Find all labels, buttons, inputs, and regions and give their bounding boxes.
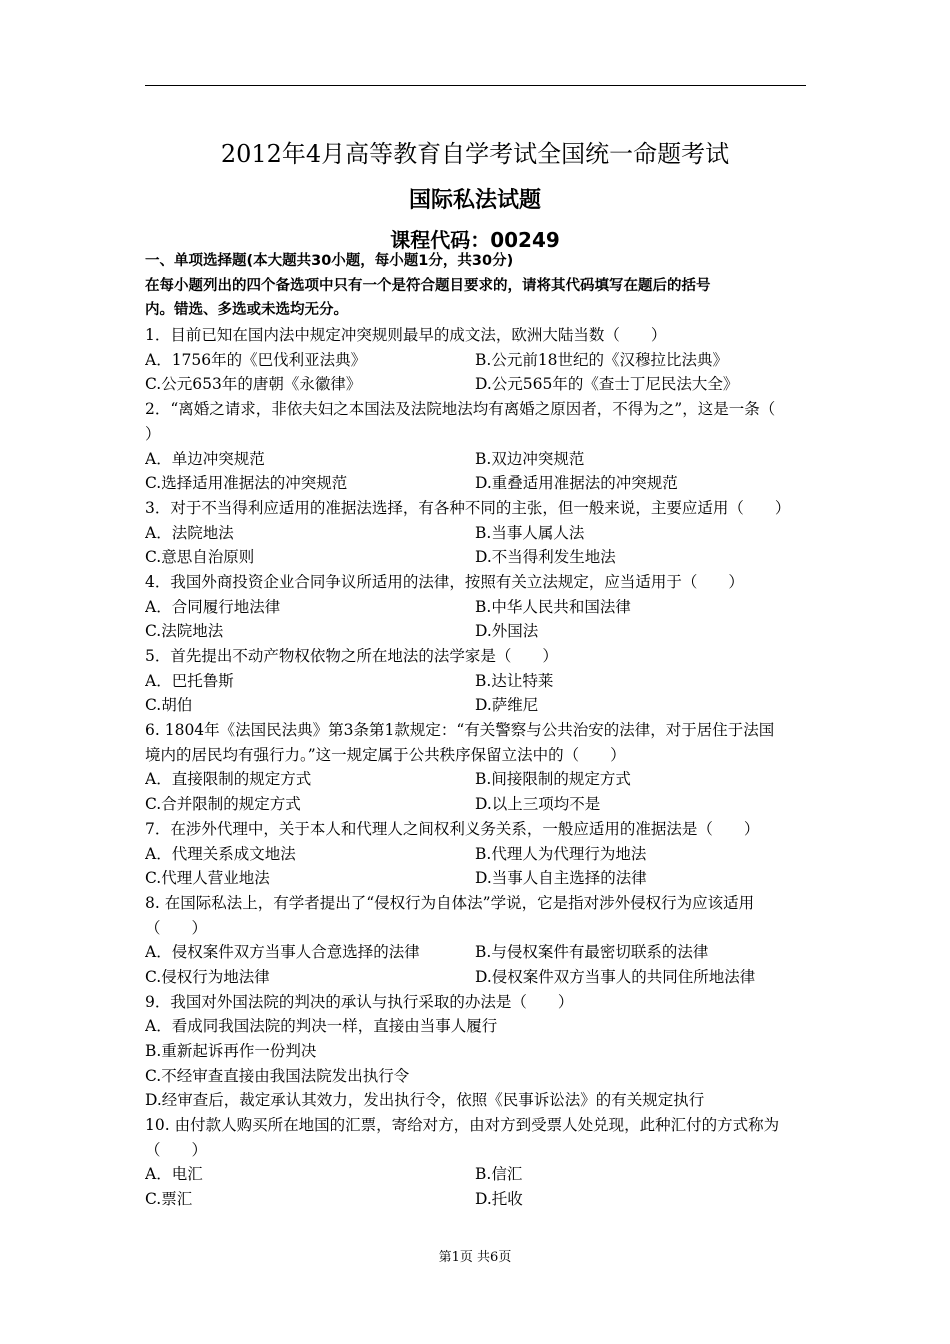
section-heading: 一、单项选择题(本大题共30小题，每小题1分，共30分) [145,253,514,269]
question-stem: 9．我国对外国法院的判决的承认与执行采取的办法是（ ） [145,992,574,1011]
option-row [145,792,809,817]
option-row [145,447,809,472]
option: B.达让特莱 [475,671,554,690]
option: C.法院地法 [145,622,224,641]
option-row [145,545,809,570]
option: C.选择适用准据法的冲突规范 [145,474,348,493]
option: B.代理人为代理行为地法 [475,844,647,863]
option: B.与侵权案件有最密切联系的法律 [475,943,709,962]
option: A．合同履行地法律 [145,597,281,616]
option: D.不当得利发生地法 [475,548,616,567]
option-row [145,348,809,373]
option: C.不经审查直接由我国法院发出执行令 [145,1066,410,1085]
option-row [145,866,809,891]
question-stem: 3．对于不当得利应适用的准据法选择，有各种不同的主张，但一般来说，主要应适用（ ） [145,498,791,517]
option: A．巴托鲁斯 [145,671,234,690]
option: D.重叠适用准据法的冲突规范 [475,474,678,493]
option-row [145,767,809,792]
option-row [145,965,809,990]
option-row [145,471,809,496]
option: D.萨维尼 [475,696,539,715]
option: C.侵权行为地法律 [145,967,270,986]
option: C.胡伯 [145,696,193,715]
option-row [145,1187,809,1212]
exam-title: 2012年4月高等教育自学考试全国统一命题考试 [220,140,730,168]
option: C.合并限制的规定方式 [145,795,301,814]
option: A．1756年的《巴伐利亚法典》 [145,350,367,369]
option-row [145,940,809,965]
question-stem: 境内的居民均有强行力。”这一规定属于公共秩序保留立法中的（ ） [145,745,626,764]
subject-title: 国际私法试题 [408,188,541,213]
option-row [145,693,809,718]
option: A．法院地法 [145,523,234,542]
option: A．代理关系成文地法 [145,844,296,863]
question-stem: 1．目前已知在国内法中规定冲突规则最早的成文法，欧洲大陆当数（ ） [145,326,667,345]
option-row [145,842,809,867]
option-row [145,669,809,694]
option: D.外国法 [475,622,539,641]
option: B.中华人民共和国法律 [475,597,631,616]
option: D.当事人自主选择的法律 [475,869,647,888]
option: A．电汇 [145,1165,203,1184]
question-stem: 2．“离婚之请求，非依夫妇之本国法及法院地法均有离婚之原因者，不得为之”，这是一条（ [145,400,776,419]
question-stem: 4．我国外商投资企业合同争议所适用的法律，按照有关立法规定，应当适用于（ ） [145,572,744,591]
question-stem: 5．首先提出不动产物权依物之所在地法的法学家是（ ） [145,647,558,665]
option-row [145,521,809,546]
option-row [145,372,809,397]
option: C.代理人营业地法 [145,869,270,888]
option: B.间接限制的规定方式 [475,770,631,789]
option: A．单边冲突规范 [145,449,265,468]
option: A．直接限制的规定方式 [145,770,312,789]
option: D.侵权案件双方当事人的共同住所地法律 [475,967,756,986]
page-number: 第1页 共6页 [438,1250,512,1265]
option: B.信汇 [475,1165,523,1184]
question-stem: （ ） [145,918,208,937]
option-row [145,595,809,620]
option: D.以上三项均不是 [475,795,601,814]
question-stem: 10. 由付款人购买所在地国的汇票，寄给对方，由对方到受票人处兑现，此种汇付的方式称为 [145,1116,780,1135]
option: C.意思自治原则 [145,548,255,567]
exam-content [145,249,809,1212]
question-stem: ） [145,424,161,443]
question-stem: 8. 在国际私法上，有学者提出了“侵权行为自体法”学说，它是指对涉外侵权行为应该适用 [145,893,755,912]
option: D.托收 [475,1190,523,1209]
option: A．看成同我国法院的判决一样，直接由当事人履行 [145,1017,498,1036]
option: B.重新起诉再作一份判决 [145,1042,317,1060]
option: C.公元653年的唐朝《永徽律》 [145,375,362,394]
option: A．侵权案件双方当事人合意选择的法律 [145,943,420,962]
question-stem: （ ） [145,1140,208,1159]
section-instruction: 在每小题列出的四个备选项中只有一个是符合题目要求的，请将其代码填写在题后的括号 [145,277,711,294]
section-instruction: 内。错选、多选或未选均无分。 [145,302,348,319]
question-stem: 7．在涉外代理中，关于本人和代理人之间权利义务关系，一般应适用的准据法是（ ） [145,819,760,838]
course-code: 课程代码：00249 [390,228,560,252]
option: B.公元前18世纪的《汉穆拉比法典》 [475,350,729,369]
option: C.票汇 [145,1190,193,1209]
header-rule [145,85,806,86]
option: B.双边冲突规范 [475,449,585,468]
option: D.公元565年的《查士丁尼民法大全》 [475,375,739,394]
question-stem: 6. 1804年《法国民法典》第3条第1款规定：“有关警察与公共治安的法律，对于居住于法国 [145,721,775,740]
option: B.当事人属人法 [475,523,585,542]
option: D.经审查后，裁定承认其效力，发出执行令，依照《民事诉讼法》的有关规定执行 [145,1091,705,1110]
option-row [145,1162,809,1187]
option-row [145,619,809,644]
